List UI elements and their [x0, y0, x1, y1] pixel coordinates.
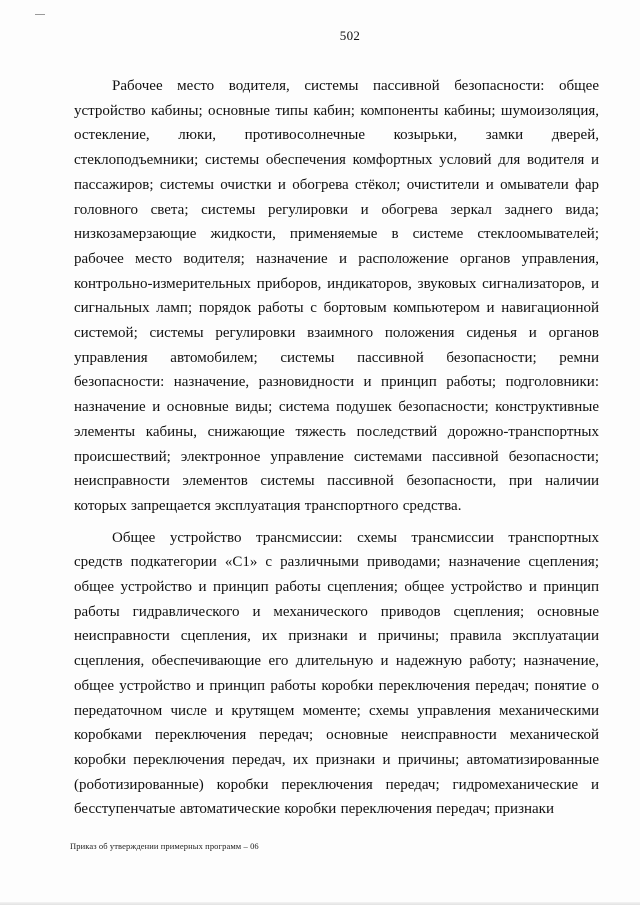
page-number: 502 — [339, 28, 361, 43]
paragraph-transmission: Общее устройство трансмиссии: схемы трансмиссии транспортных средств подкатегории «C1» с различными приводами; назначение сцепления; общее устройство и принцип работы сцепления; общее устройство и принцип работы гидравлического и механического приводов сцепления; основные неисправности сцепления, их признаки и причины; правила эксплуатации сцепления, обеспечивающие его длительную и надежную работу; назначение, общее устройство и принцип работы коробки переключения передач; понятие о передаточном числе и крутящем моменте; схемы управления механическими коробками переключения передач; основные неисправности механической коробки переключения передач, их признаки и причины; автоматизированные (роботизированные) коробки переключения передач; гидромеханические и бесступенчатые автоматические коробки переключения передач; признаки — [74, 529, 599, 818]
document-body — [74, 74, 599, 822]
scan-artifact-mark — [35, 14, 45, 15]
paragraph-passive-safety: Рабочее место водителя, системы пассивной безопасности: общее устройство кабины; основные типы кабин; компоненты кабины; шумоизоляция, остекление, люки, противосолнечные козырьки, замки дверей, стеклоподъемники; системы обеспечения комфортных условий для водителя и пассажиров; системы очистки и обогрева стёкол; очистители и омыватели фар головного света; системы регулировки и обогрева зеркал заднего вида; низкозамерзающие жидкости, применяемые в системе стеклоомывателей; рабочее место водителя; назначение и расположение органов управления, контрольно-измерительных приборов, индикаторов, звуковых сигнализаторов, и сигнальных ламп; порядок работы с бортовым компьютером и навигационной системой; системы регулировки взаимного положения сиденья и органов управления автомобилем; системы пассивной безопасности; ремни безопасности: назначение, разновидности и принцип работы; подголовники: назначение и основные виды; система подушек безопасности; конструктивные элементы кабины, снижающие тяжесть последствий дорожно-транспортных происшествий; электронное управление системами пассивной безопасности; неисправности элементов системы пассивной безопасности, при наличии которых запрещается эксплуатация транспортного средства. — [74, 78, 599, 514]
page-footer: Приказ об утверждении примерных программ – 06 — [70, 841, 259, 851]
